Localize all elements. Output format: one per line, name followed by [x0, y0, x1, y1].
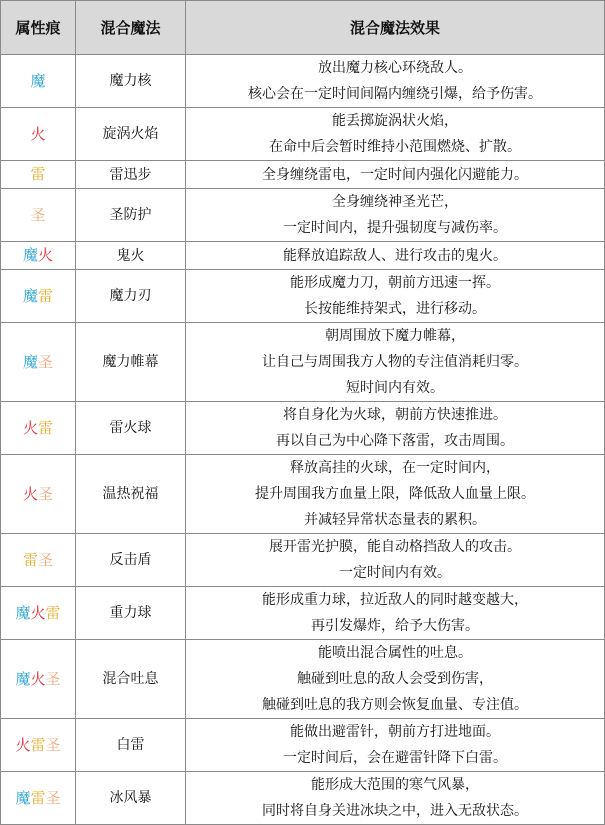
attr-glyph: 火	[30, 669, 46, 688]
attr-glyph: 魔	[22, 352, 38, 371]
attr-glyph: 魔	[15, 669, 31, 688]
effect-line: 一定时间内，提升强韧度与减伤率。	[283, 220, 507, 236]
table-row	[1, 161, 605, 189]
effect-line: 能形成魔力刀，朝前方迅速一挥。	[290, 275, 500, 291]
attr-glyph: 雷	[38, 418, 54, 437]
attr-glyph: 圣	[45, 788, 61, 807]
effect-line: 全身缠绕雷电，一定时间内强化闪避能力。	[262, 166, 528, 183]
effect-line: 能丢掷旋涡状火焰，	[332, 113, 458, 129]
attr-cell	[1, 161, 76, 189]
spell-effect	[186, 323, 605, 402]
effect-line: 一定时间后，会在避雷针降下白雷。	[283, 750, 507, 766]
attr-glyph: 圣	[38, 352, 54, 371]
attr-cell	[1, 55, 76, 108]
spell-name: 魔力刃	[76, 270, 186, 323]
attr-glyph: 魔	[30, 71, 46, 90]
attr-glyph: 火	[30, 603, 46, 622]
spell-effect	[186, 402, 605, 455]
effect-line: 展开雷光护膜，能自动格挡敌人的攻击。	[269, 539, 521, 555]
attr-glyph: 火	[38, 246, 54, 264]
attr-glyph: 火	[30, 124, 46, 143]
table-row	[1, 640, 605, 719]
effect-line: 核心会在一定时间间隔内缠绕引爆，给予伤害。	[248, 86, 542, 102]
attr-cell	[1, 270, 76, 323]
table-row	[1, 587, 605, 640]
table-row	[1, 455, 605, 534]
attr-cell	[1, 587, 76, 640]
effect-line: 朝周围放下魔力帷幕，	[325, 328, 465, 344]
header-attr: 属性痕	[1, 1, 76, 55]
attr-glyph: 圣	[45, 669, 61, 688]
attr-glyph: 圣	[45, 735, 61, 754]
spell-name: 旋涡火焰	[76, 108, 186, 161]
attr-cell	[1, 242, 76, 270]
spell-effect	[186, 55, 605, 108]
effect-line: 再引发爆炸，给予大伤害。	[311, 618, 479, 634]
spell-name: 圣防护	[76, 189, 186, 242]
table-row	[1, 242, 605, 270]
attr-glyph: 雷	[38, 286, 54, 305]
spell-effect	[186, 242, 605, 270]
effect-line: 让自己与周围我方人物的专注值消耗归零。	[262, 354, 528, 370]
spell-name: 雷迅步	[76, 161, 186, 189]
table-row	[1, 189, 605, 242]
attr-cell	[1, 640, 76, 719]
effect-line: 能形成大范围的寒气风暴，	[311, 777, 479, 793]
attr-cell	[1, 402, 76, 455]
spell-effect	[186, 189, 605, 242]
attr-glyph: 雷	[30, 788, 46, 807]
spell-effect	[186, 534, 605, 587]
attr-glyph: 火	[22, 484, 38, 503]
effect-line: 触碰到吐息的我方则会恢复血量、专注值。	[262, 697, 528, 713]
effect-line: 能释放追踪敌人、进行攻击的鬼火。	[283, 247, 507, 264]
spell-effect	[186, 161, 605, 189]
table-row	[1, 772, 605, 825]
attr-glyph: 火	[15, 735, 31, 754]
attr-cell	[1, 323, 76, 402]
attr-glyph: 魔	[22, 286, 38, 305]
table-row	[1, 534, 605, 587]
effect-line: 同时将自身关进冰块之中，进入无敌状态。	[262, 803, 528, 819]
attr-cell	[1, 108, 76, 161]
effect-line: 再以自己为中心降下落雷，攻击周围。	[276, 433, 514, 449]
attr-glyph: 火	[22, 418, 38, 437]
effect-line: 能喷出混合属性的吐息。	[318, 645, 472, 661]
spell-name: 反击盾	[76, 534, 186, 587]
spell-name: 混合吐息	[76, 640, 186, 719]
header-row	[1, 1, 605, 55]
table-row	[1, 719, 605, 772]
attr-glyph: 魔	[15, 788, 31, 807]
spell-name: 魔力帷幕	[76, 323, 186, 402]
effect-line: 能形成重力球，拉近敌人的同时越变越大，	[262, 592, 528, 608]
spell-name: 雷火球	[76, 402, 186, 455]
attr-glyph: 雷	[30, 735, 46, 754]
attr-cell	[1, 455, 76, 534]
spell-name: 重力球	[76, 587, 186, 640]
spell-effect	[186, 587, 605, 640]
spell-effect	[186, 719, 605, 772]
effect-line: 全身缠绕神圣光芒，	[332, 194, 458, 210]
table-body	[1, 55, 605, 825]
attr-glyph: 雷	[30, 165, 46, 183]
spell-effect	[186, 640, 605, 719]
attr-glyph: 圣	[30, 205, 46, 224]
effect-line: 长按能维持架式，进行移动。	[304, 301, 486, 317]
effect-line: 触碰到吐息的敌人会受到伤害，	[297, 671, 493, 687]
table-row	[1, 55, 605, 108]
table-row	[1, 323, 605, 402]
effect-line: 能做出避雷针，朝前方打进地面。	[290, 724, 500, 740]
effect-line: 提升周围我方血量上限，降低敌人血量上限。	[255, 486, 535, 502]
table-row	[1, 108, 605, 161]
header-effect: 混合魔法效果	[186, 1, 605, 55]
attr-cell	[1, 189, 76, 242]
spell-effect	[186, 108, 605, 161]
effect-line: 一定时间内有效。	[339, 565, 451, 581]
spell-effect	[186, 455, 605, 534]
effect-line: 放出魔力核心环绕敌人。	[318, 60, 472, 76]
table-row	[1, 270, 605, 323]
spell-name: 魔力核	[76, 55, 186, 108]
attr-glyph: 魔	[15, 603, 31, 622]
attr-cell	[1, 772, 76, 825]
attr-glyph: 圣	[38, 484, 54, 503]
table-row	[1, 402, 605, 455]
effect-line: 将自身化为火球，朝前方快速推进。	[283, 407, 507, 423]
attr-cell	[1, 719, 76, 772]
attr-glyph: 圣	[38, 550, 54, 569]
attr-cell	[1, 534, 76, 587]
spell-effect	[186, 772, 605, 825]
spell-effect	[186, 270, 605, 323]
attr-glyph: 雷	[22, 550, 38, 569]
spell-name: 冰风暴	[76, 772, 186, 825]
effect-line: 短时间内有效。	[346, 380, 444, 396]
effect-line: 并减轻异常状态量表的累积。	[304, 512, 486, 528]
spell-name: 白雷	[76, 719, 186, 772]
spell-name: 鬼火	[76, 242, 186, 270]
attr-glyph: 雷	[45, 603, 61, 622]
header-spell: 混合魔法	[76, 1, 186, 55]
attr-glyph: 魔	[22, 246, 38, 264]
spell-name: 温热祝福	[76, 455, 186, 534]
effect-line: 释放高挂的火球，在一定时间内，	[290, 460, 500, 476]
effect-line: 在命中后会暂时维持小范围燃烧、扩散。	[269, 139, 521, 155]
